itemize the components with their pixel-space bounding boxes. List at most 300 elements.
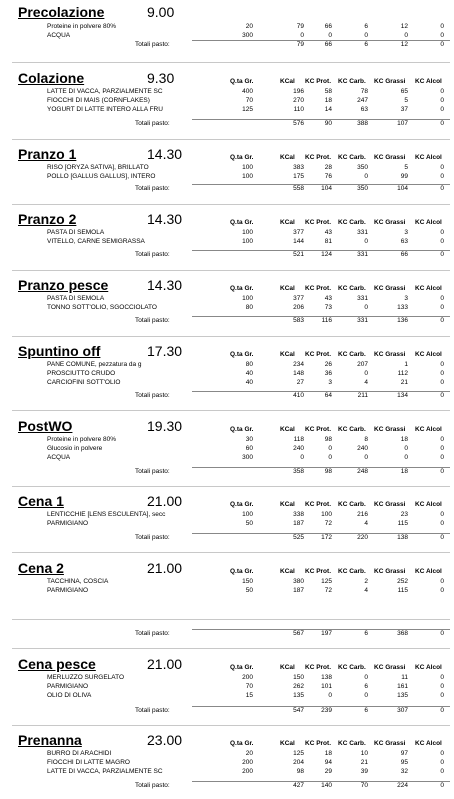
totals-value: 136 bbox=[397, 317, 408, 324]
column-header: Q.ta Gr. bbox=[230, 219, 254, 226]
totals-value: 64 bbox=[324, 392, 332, 399]
meal-name: Pranzo pesce bbox=[18, 277, 109, 293]
meal-name: Spuntino off bbox=[18, 343, 101, 359]
food-value: 247 bbox=[357, 97, 368, 104]
food-row bbox=[0, 294, 454, 303]
totals-value: 70 bbox=[360, 782, 368, 789]
food-value: 100 bbox=[242, 164, 253, 171]
food-value: 0 bbox=[440, 692, 444, 699]
food-value: 144 bbox=[293, 238, 304, 245]
food-value: 125 bbox=[242, 106, 253, 113]
food-value: 3 bbox=[404, 295, 408, 302]
food-value: 377 bbox=[293, 295, 304, 302]
meal-section bbox=[0, 211, 454, 260]
food-value: 27 bbox=[296, 379, 304, 386]
food-value: 3 bbox=[328, 379, 332, 386]
food-row bbox=[0, 435, 454, 444]
food-value: 3 bbox=[404, 229, 408, 236]
food-value: 0 bbox=[440, 304, 444, 311]
food-value: 150 bbox=[293, 674, 304, 681]
column-header: KC Alcol bbox=[415, 285, 442, 292]
section-divider bbox=[12, 725, 450, 726]
food-value: 11 bbox=[401, 674, 408, 681]
meal-time: 21.00 bbox=[147, 656, 183, 672]
totals-value: 331 bbox=[357, 317, 368, 324]
food-value: 5 bbox=[404, 97, 408, 104]
food-name: PANE COMUNE, pezzatura da g bbox=[47, 361, 142, 368]
food-name: PROSCIUTTO CRUDO bbox=[47, 370, 116, 377]
food-value: 0 bbox=[364, 238, 368, 245]
column-header: KC Prot. bbox=[305, 154, 331, 161]
food-value: 12 bbox=[400, 23, 408, 30]
column-header: KC Prot. bbox=[305, 426, 331, 433]
food-value: 0 bbox=[364, 692, 368, 699]
section-divider bbox=[12, 486, 450, 487]
food-value: 0 bbox=[404, 454, 408, 461]
column-header: Q.ta Gr. bbox=[230, 664, 254, 671]
food-value: 0 bbox=[300, 454, 304, 461]
food-value: 110 bbox=[293, 106, 304, 113]
food-name: LENTICCHIE [LENS ESCULENTA], secc bbox=[47, 511, 166, 518]
totals-value: 107 bbox=[397, 120, 408, 127]
food-name: RISO [ORYZA SATIVA], BRILLATO bbox=[47, 164, 149, 171]
food-row bbox=[0, 31, 454, 40]
totals-value: 410 bbox=[293, 392, 304, 399]
food-value: 72 bbox=[324, 587, 332, 594]
food-value: 0 bbox=[300, 32, 304, 39]
food-row bbox=[0, 758, 454, 767]
meal-section bbox=[0, 146, 454, 194]
food-name: BURRO DI ARACHIDI bbox=[47, 750, 112, 757]
food-row bbox=[0, 96, 454, 105]
food-name: OLIO DI OLIVA bbox=[47, 692, 92, 699]
food-value: 20 bbox=[245, 750, 253, 757]
column-header: KC Carb. bbox=[338, 568, 366, 575]
totals-label: Totali pasto: bbox=[135, 534, 170, 541]
meal-name: Precolazione bbox=[18, 4, 105, 20]
food-value: 0 bbox=[440, 445, 444, 452]
food-value: 0 bbox=[364, 173, 368, 180]
food-row bbox=[0, 105, 454, 114]
food-value: 204 bbox=[293, 759, 304, 766]
food-value: 0 bbox=[440, 32, 444, 39]
food-value: 0 bbox=[440, 97, 444, 104]
column-header: KC Alcol bbox=[415, 351, 442, 358]
column-header: KC Alcol bbox=[415, 78, 442, 85]
totals-value: 521 bbox=[293, 251, 304, 258]
totals-label: Totali pasto: bbox=[135, 251, 170, 258]
column-header: KCal bbox=[280, 740, 295, 747]
food-value: 300 bbox=[242, 32, 253, 39]
meal-name: Cena 1 bbox=[18, 493, 64, 509]
meal-name: Prenanna bbox=[18, 732, 82, 748]
food-value: 78 bbox=[360, 88, 368, 95]
food-value: 63 bbox=[360, 106, 368, 113]
column-header: Q.ta Gr. bbox=[230, 351, 254, 358]
column-header: KC Grassi bbox=[374, 351, 406, 358]
column-header: KCal bbox=[280, 219, 295, 226]
food-value: 187 bbox=[293, 520, 304, 527]
column-header: KCal bbox=[280, 664, 295, 671]
food-value: 200 bbox=[242, 768, 253, 775]
food-name: ACQUA bbox=[47, 32, 71, 39]
column-header: KC Grassi bbox=[374, 219, 406, 226]
food-value: 0 bbox=[440, 295, 444, 302]
food-name: FIOCCHI DI LATTE MAGRO bbox=[47, 759, 130, 766]
food-value: 234 bbox=[293, 361, 304, 368]
food-name: TONNO SOTT'OLIO, SGOCCIOLATO bbox=[47, 304, 157, 311]
column-header: KC Grassi bbox=[374, 154, 406, 161]
food-value: 72 bbox=[324, 520, 332, 527]
meal-name: Cena pesce bbox=[18, 656, 96, 672]
column-header: KCal bbox=[280, 351, 295, 358]
food-value: 100 bbox=[242, 173, 253, 180]
food-name: PASTA DI SEMOLA bbox=[47, 229, 105, 236]
food-value: 200 bbox=[242, 759, 253, 766]
food-value: 0 bbox=[440, 238, 444, 245]
totals-value: 6 bbox=[364, 630, 368, 637]
totals-value: 104 bbox=[321, 185, 332, 192]
meal-section bbox=[0, 493, 454, 543]
totals-value: 547 bbox=[293, 707, 304, 714]
totals-row bbox=[0, 40, 454, 49]
food-value: 0 bbox=[440, 750, 444, 757]
food-value: 0 bbox=[440, 683, 444, 690]
meal-time: 9.00 bbox=[147, 4, 175, 20]
food-value: 0 bbox=[328, 454, 332, 461]
column-header: KC Prot. bbox=[305, 78, 331, 85]
food-row bbox=[0, 163, 454, 172]
totals-value: 525 bbox=[293, 534, 304, 541]
food-value: 21 bbox=[400, 379, 408, 386]
totals-value: 66 bbox=[400, 251, 408, 258]
food-value: 40 bbox=[245, 379, 253, 386]
column-header: KC Alcol bbox=[415, 501, 442, 508]
food-value: 10 bbox=[360, 750, 368, 757]
food-value: 101 bbox=[321, 683, 332, 690]
column-header: KC Carb. bbox=[338, 351, 366, 358]
food-name: TACCHINA, COSCIA bbox=[47, 578, 109, 585]
column-header: KCal bbox=[280, 154, 295, 161]
column-header: KC Alcol bbox=[415, 219, 442, 226]
section-divider bbox=[12, 270, 450, 271]
column-header: KC Prot. bbox=[305, 664, 331, 671]
meal-name: PostWO bbox=[18, 418, 73, 434]
totals-value: 239 bbox=[321, 707, 332, 714]
food-value: 14 bbox=[324, 106, 332, 113]
totals-value: 583 bbox=[293, 317, 304, 324]
food-value: 138 bbox=[321, 674, 332, 681]
food-value: 99 bbox=[400, 173, 408, 180]
food-value: 39 bbox=[360, 768, 368, 775]
column-header: KC Grassi bbox=[374, 740, 406, 747]
meal-name: Pranzo 1 bbox=[18, 146, 77, 162]
food-value: 65 bbox=[400, 88, 408, 95]
food-name: PASTA DI SEMOLA bbox=[47, 295, 105, 302]
food-value: 97 bbox=[400, 750, 408, 757]
column-header: KC Carb. bbox=[338, 219, 366, 226]
totals-value: 124 bbox=[321, 251, 332, 258]
column-header: Q.ta Gr. bbox=[230, 426, 254, 433]
meal-time: 14.30 bbox=[147, 211, 183, 227]
section-divider bbox=[12, 336, 450, 337]
totals-value: 576 bbox=[293, 120, 304, 127]
column-header: KCal bbox=[280, 426, 295, 433]
totals-row bbox=[0, 781, 454, 790]
totals-value: 0 bbox=[440, 782, 444, 789]
food-value: 50 bbox=[245, 520, 253, 527]
totals-label: Totali pasto: bbox=[135, 468, 170, 475]
food-row bbox=[0, 691, 454, 700]
column-header: KC Grassi bbox=[374, 664, 406, 671]
food-value: 331 bbox=[357, 295, 368, 302]
food-value: 66 bbox=[324, 23, 332, 30]
food-row bbox=[0, 453, 454, 462]
food-value: 240 bbox=[293, 445, 304, 452]
food-row bbox=[0, 237, 454, 246]
food-value: 135 bbox=[293, 692, 304, 699]
section-divider bbox=[12, 552, 450, 553]
totals-value: 18 bbox=[400, 468, 408, 475]
food-row bbox=[0, 510, 454, 519]
food-value: 0 bbox=[404, 445, 408, 452]
meal-section bbox=[0, 4, 454, 50]
food-value: 100 bbox=[242, 295, 253, 302]
totals-row bbox=[0, 391, 454, 400]
food-value: 70 bbox=[245, 97, 253, 104]
section-divider bbox=[12, 410, 450, 411]
totals-value: 0 bbox=[440, 120, 444, 127]
food-name: MERLUZZO SURGELATO bbox=[47, 674, 125, 681]
food-value: 5 bbox=[404, 164, 408, 171]
totals-value: 90 bbox=[324, 120, 332, 127]
food-value: 0 bbox=[440, 674, 444, 681]
food-value: 0 bbox=[364, 674, 368, 681]
food-row bbox=[0, 172, 454, 181]
food-name: LATTE DI VACCA, PARZIALMENTE SC bbox=[47, 88, 163, 95]
food-value: 380 bbox=[293, 578, 304, 585]
totals-value: 558 bbox=[293, 185, 304, 192]
food-value: 100 bbox=[321, 511, 332, 518]
column-header: KC Prot. bbox=[305, 568, 331, 575]
food-value: 6 bbox=[364, 683, 368, 690]
food-value: 73 bbox=[324, 304, 332, 311]
totals-value: 116 bbox=[321, 317, 332, 324]
food-value: 8 bbox=[364, 436, 368, 443]
meal-time: 14.30 bbox=[147, 277, 183, 293]
section-divider bbox=[12, 648, 450, 649]
food-row bbox=[0, 87, 454, 96]
column-header: KC Carb. bbox=[338, 154, 366, 161]
food-value: 1 bbox=[404, 361, 408, 368]
totals-label: Totali pasto: bbox=[135, 630, 170, 637]
column-header: KC Carb. bbox=[338, 285, 366, 292]
food-value: 4 bbox=[364, 379, 368, 386]
column-header: KC Alcol bbox=[415, 740, 442, 747]
column-header: KC Grassi bbox=[374, 568, 406, 575]
food-value: 0 bbox=[328, 692, 332, 699]
food-value: 133 bbox=[397, 304, 408, 311]
food-value: 196 bbox=[293, 88, 304, 95]
food-name: PARMIGIANO bbox=[47, 683, 89, 690]
totals-value: 358 bbox=[293, 468, 304, 475]
food-value: 63 bbox=[400, 238, 408, 245]
column-header: KC Prot. bbox=[305, 285, 331, 292]
food-name: PARMIGIANO bbox=[47, 587, 89, 594]
food-value: 50 bbox=[245, 587, 253, 594]
food-value: 76 bbox=[324, 173, 332, 180]
section-divider bbox=[12, 139, 450, 140]
food-value: 0 bbox=[440, 759, 444, 766]
column-header: KC Carb. bbox=[338, 78, 366, 85]
column-header: Q.ta Gr. bbox=[230, 285, 254, 292]
totals-value: 6 bbox=[364, 707, 368, 714]
column-header: KC Grassi bbox=[374, 78, 406, 85]
food-row bbox=[0, 673, 454, 682]
food-value: 125 bbox=[321, 578, 332, 585]
totals-row bbox=[0, 533, 454, 542]
column-header: KC Prot. bbox=[305, 740, 331, 747]
food-name: Proteine in polvere 80% bbox=[47, 23, 117, 30]
food-value: 216 bbox=[357, 511, 368, 518]
food-value: 0 bbox=[440, 23, 444, 30]
column-header: KC Alcol bbox=[415, 154, 442, 161]
food-value: 0 bbox=[404, 32, 408, 39]
food-value: 0 bbox=[440, 88, 444, 95]
totals-value: 172 bbox=[321, 534, 332, 541]
food-value: 200 bbox=[242, 674, 253, 681]
totals-value: 66 bbox=[324, 41, 332, 48]
totals-value: 0 bbox=[440, 185, 444, 192]
food-value: 115 bbox=[397, 520, 408, 527]
food-value: 4 bbox=[364, 520, 368, 527]
food-value: 36 bbox=[324, 370, 332, 377]
food-name: LATTE DI VACCA, PARZIALMENTE SC bbox=[47, 768, 163, 775]
food-value: 0 bbox=[440, 164, 444, 171]
food-row bbox=[0, 767, 454, 776]
food-value: 150 bbox=[242, 578, 253, 585]
totals-label: Totali pasto: bbox=[135, 782, 170, 789]
totals-row bbox=[0, 467, 454, 476]
food-value: 15 bbox=[245, 692, 253, 699]
food-value: 161 bbox=[397, 683, 408, 690]
column-header: KC Alcol bbox=[415, 568, 442, 575]
food-value: 100 bbox=[242, 229, 253, 236]
food-value: 18 bbox=[324, 97, 332, 104]
food-value: 0 bbox=[364, 32, 368, 39]
meal-name: Colazione bbox=[18, 70, 85, 86]
food-value: 0 bbox=[440, 229, 444, 236]
totals-value: 134 bbox=[397, 392, 408, 399]
food-name: FIOCCHI DI MAIS (CORNFLAKES) bbox=[47, 97, 150, 104]
column-header: KC Grassi bbox=[374, 501, 406, 508]
food-value: 18 bbox=[324, 750, 332, 757]
food-name: POLLO [GALLUS GALLUS], INTERO bbox=[47, 173, 156, 180]
totals-value: 427 bbox=[293, 782, 304, 789]
column-header: KCal bbox=[280, 285, 295, 292]
totals-value: 138 bbox=[397, 534, 408, 541]
column-header: Q.ta Gr. bbox=[230, 501, 254, 508]
food-value: 70 bbox=[245, 683, 253, 690]
totals-row bbox=[0, 316, 454, 325]
food-value: 6 bbox=[364, 23, 368, 30]
food-name: PARMIGIANO bbox=[47, 520, 89, 527]
food-value: 30 bbox=[245, 436, 253, 443]
column-header: KC Alcol bbox=[415, 426, 442, 433]
column-header: KC Alcol bbox=[415, 664, 442, 671]
food-row bbox=[0, 444, 454, 453]
meal-time: 23.00 bbox=[147, 732, 183, 748]
food-value: 0 bbox=[440, 370, 444, 377]
food-value: 331 bbox=[357, 229, 368, 236]
meal-time: 21.00 bbox=[147, 560, 183, 576]
food-row bbox=[0, 749, 454, 758]
totals-row bbox=[0, 250, 454, 259]
food-value: 43 bbox=[324, 295, 332, 302]
food-value: 60 bbox=[245, 445, 253, 452]
food-value: 20 bbox=[245, 23, 253, 30]
meal-time: 19.30 bbox=[147, 418, 183, 434]
food-value: 2 bbox=[364, 578, 368, 585]
totals-value: 211 bbox=[357, 392, 368, 399]
food-row bbox=[0, 303, 454, 312]
food-value: 28 bbox=[324, 164, 332, 171]
food-value: 148 bbox=[293, 370, 304, 377]
food-value: 262 bbox=[293, 683, 304, 690]
totals-value: 98 bbox=[324, 468, 332, 475]
column-header: KC Carb. bbox=[338, 426, 366, 433]
food-value: 4 bbox=[364, 587, 368, 594]
totals-value: 79 bbox=[296, 41, 304, 48]
column-header: KC Grassi bbox=[374, 426, 406, 433]
totals-value: 368 bbox=[397, 630, 408, 637]
column-header: KC Carb. bbox=[338, 501, 366, 508]
food-value: 95 bbox=[400, 759, 408, 766]
food-value: 100 bbox=[242, 511, 253, 518]
food-value: 0 bbox=[328, 32, 332, 39]
meal-name: Pranzo 2 bbox=[18, 211, 77, 227]
food-name: ACQUA bbox=[47, 454, 71, 461]
food-value: 175 bbox=[293, 173, 304, 180]
food-value: 207 bbox=[357, 361, 368, 368]
totals-value: 248 bbox=[357, 468, 368, 475]
meal-time: 9.30 bbox=[147, 70, 175, 86]
totals-row bbox=[0, 119, 454, 128]
food-value: 0 bbox=[328, 445, 332, 452]
meal-name: Cena 2 bbox=[18, 560, 64, 576]
section-divider bbox=[12, 62, 450, 63]
totals-value: 6 bbox=[364, 41, 368, 48]
food-value: 23 bbox=[400, 511, 408, 518]
food-value: 94 bbox=[324, 759, 332, 766]
column-header: KC Grassi bbox=[374, 285, 406, 292]
meal-section bbox=[0, 418, 454, 477]
meal-section bbox=[0, 732, 454, 791]
food-value: 37 bbox=[400, 106, 408, 113]
meal-time: 21.00 bbox=[147, 493, 183, 509]
food-value: 252 bbox=[397, 578, 408, 585]
totals-value: 220 bbox=[357, 534, 368, 541]
food-value: 80 bbox=[245, 361, 253, 368]
column-header: KC Carb. bbox=[338, 740, 366, 747]
food-name: VITELLO, CARNE SEMIGRASSA bbox=[47, 238, 145, 245]
totals-row bbox=[0, 629, 454, 638]
column-header: Q.ta Gr. bbox=[230, 740, 254, 747]
totals-value: 388 bbox=[357, 120, 368, 127]
food-value: 383 bbox=[293, 164, 304, 171]
column-header: KC Prot. bbox=[305, 219, 331, 226]
food-row bbox=[0, 360, 454, 369]
